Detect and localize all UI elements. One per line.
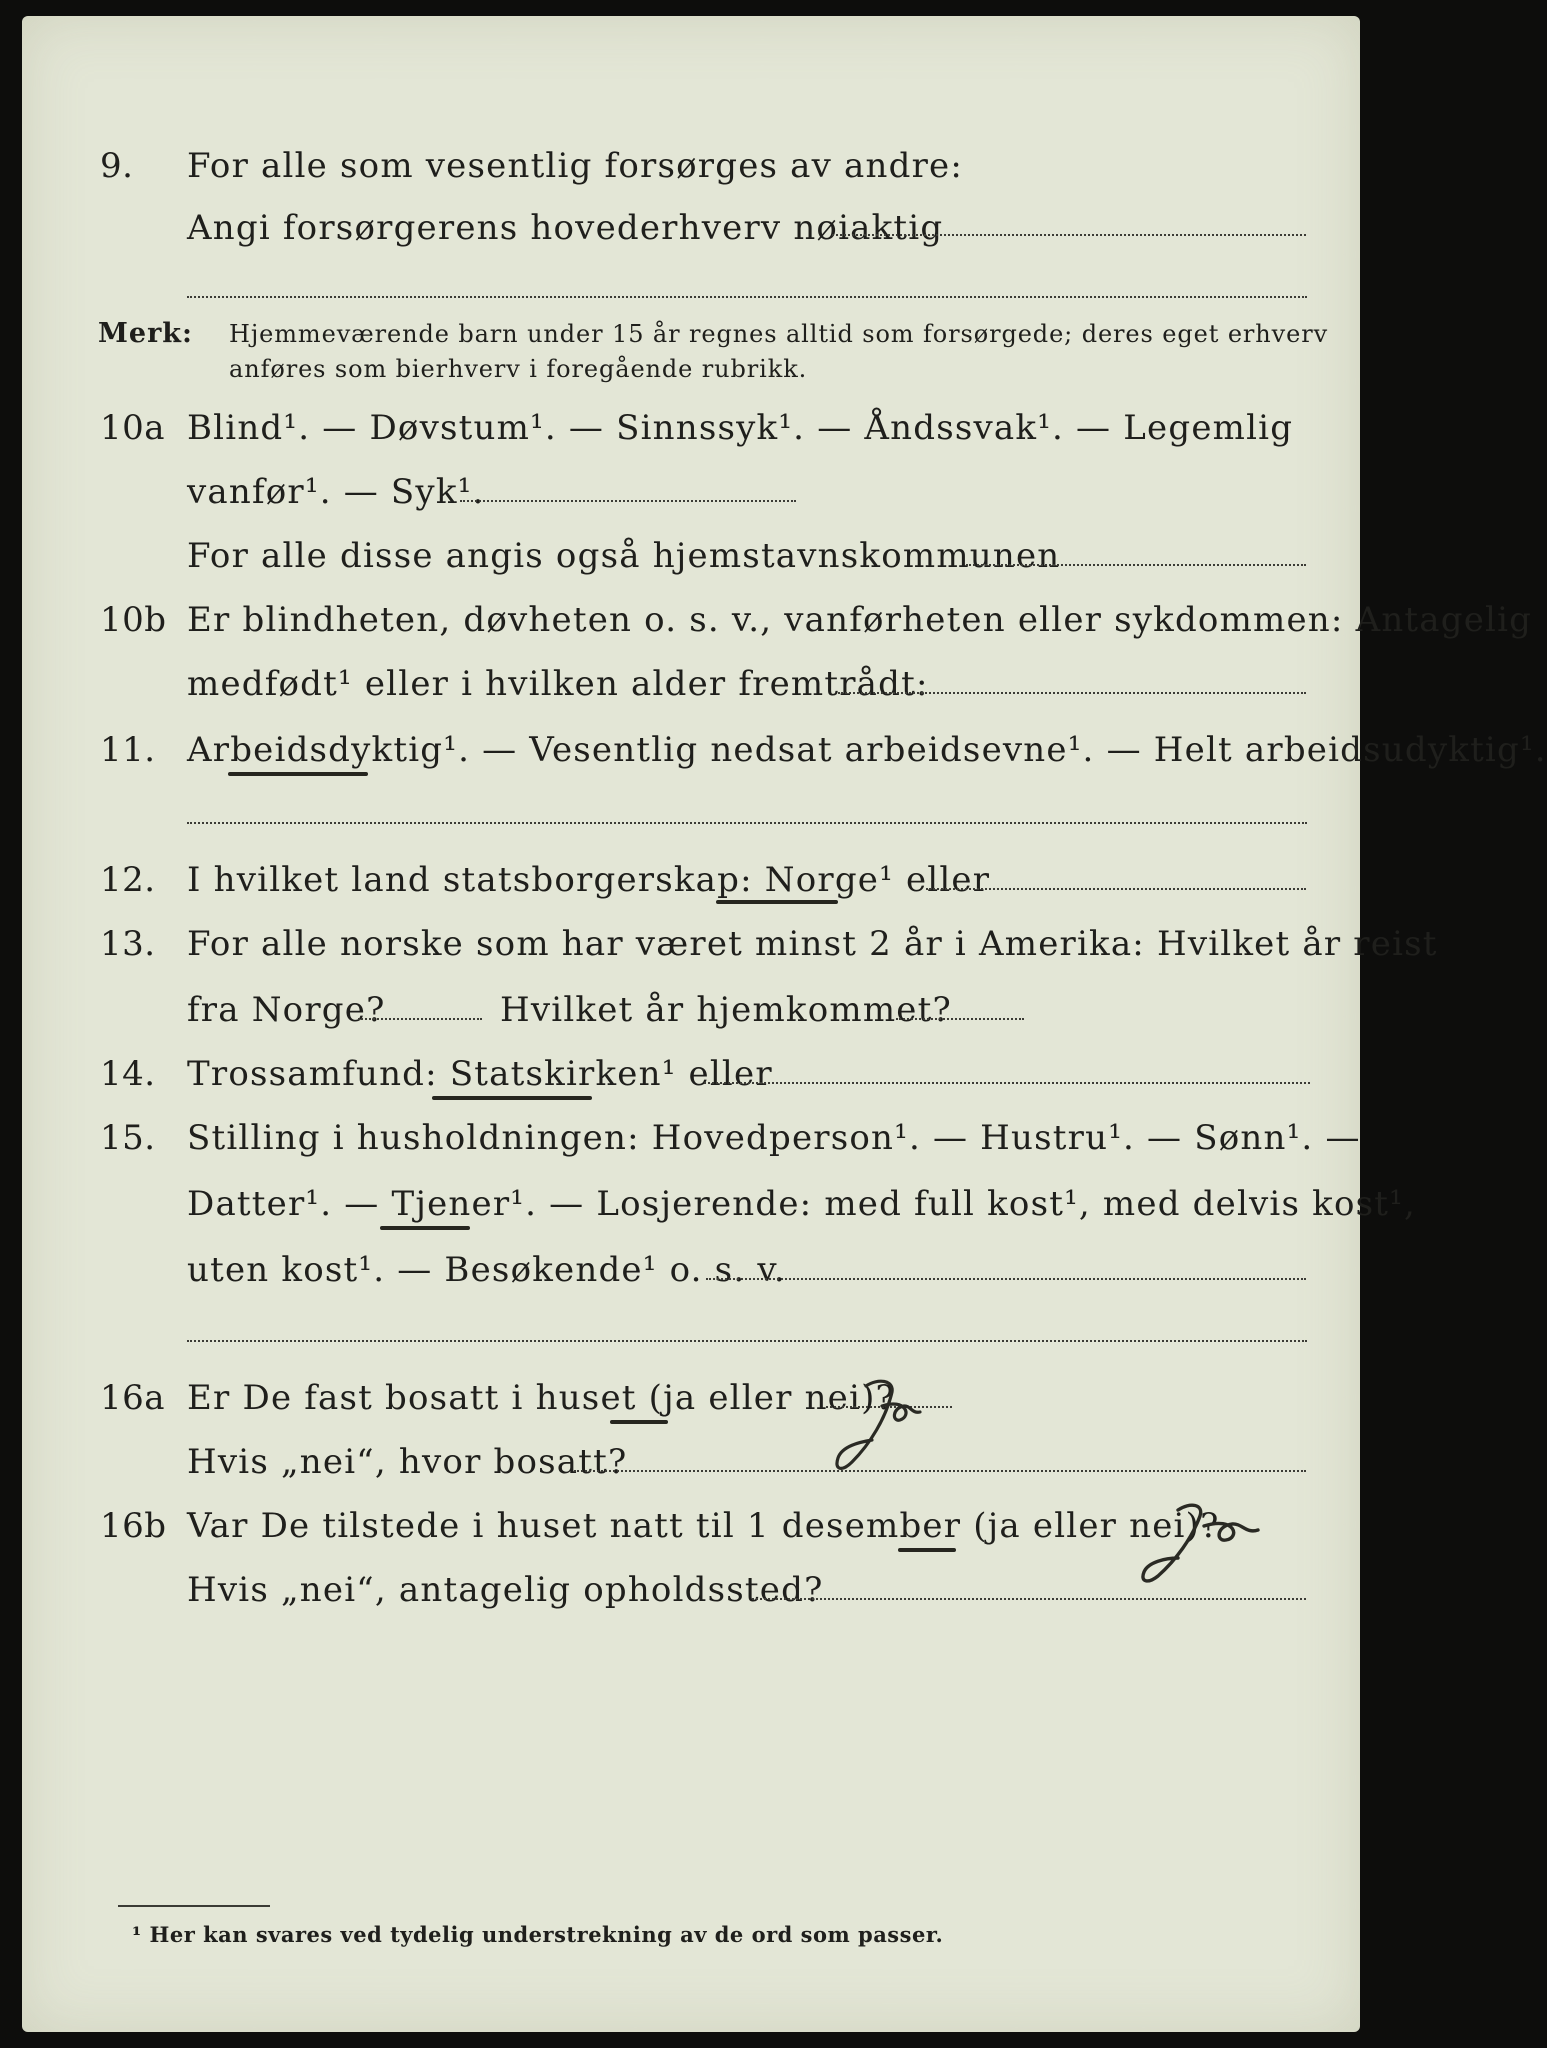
q12-underline-norge <box>716 900 838 904</box>
q16b-line1: Var De tilstede i huset natt til 1 desember (ja eller nei)? <box>187 1506 1220 1546</box>
q16a-line1: Er De fast bosatt i huset (ja eller nei)? <box>187 1378 895 1418</box>
q16b-opholdssted-line <box>752 1598 1306 1600</box>
q11-number: 11. <box>100 730 156 770</box>
q10a-number: 10a <box>100 408 166 448</box>
footnote: ¹ Her kan svares ved tydelig understrekning av de ord som passer. <box>132 1922 944 1947</box>
q16b-handwritten-answer <box>1108 1496 1288 1596</box>
q9-answer-line-2 <box>187 296 1307 298</box>
q14-line1: Trossamfund: Statskirken¹ eller <box>187 1054 773 1094</box>
q16b-number: 16b <box>100 1506 167 1546</box>
q15-line1: Stilling i husholdningen: Hovedperson¹. — Hustru¹. — Sønn¹. — <box>187 1118 1361 1158</box>
q16a-line2: Hvis „nei“, hvor bosatt? <box>187 1442 628 1482</box>
q9-number: 9. <box>100 146 134 186</box>
q15-number: 15. <box>100 1118 156 1158</box>
q10b-number: 10b <box>100 600 167 640</box>
q10b-line1: Er blindheten, døvheten o. s. v., vanførheten eller sykdommen: Antagelig <box>187 600 1533 640</box>
q12-answer-line <box>926 888 1306 890</box>
q10a-answer-line <box>460 500 796 502</box>
q12-number: 12. <box>100 860 156 900</box>
q16a-underline-ja <box>610 1420 668 1424</box>
q16a-handwritten-answer <box>820 1370 950 1480</box>
q11-underline-arbeidsdyktig <box>228 772 368 776</box>
q10b-line2: medfødt¹ eller i hvilken alder fremtrådt: <box>187 664 929 704</box>
q15-answer-line-2 <box>187 1340 1307 1342</box>
q9-line1: For alle som vesentlig forsørges av andre: <box>187 146 964 186</box>
q14-underline-statskirken <box>432 1096 592 1100</box>
merk-line1: Hjemmeværende barn under 15 år regnes alltid som forsørgede; deres eget erhverv <box>229 320 1329 348</box>
q13-reist-line <box>358 1018 482 1020</box>
q16b-underline-ja <box>898 1548 956 1552</box>
merk-line2: anføres som bierhverv i foregående rubrikk. <box>229 355 808 383</box>
q10b-answer-line <box>838 692 1306 694</box>
q15-line2: Datter¹. — Tjener¹. — Losjerende: med full kost¹, med delvis kost¹, <box>187 1184 1416 1224</box>
q11-answer-line <box>187 822 1307 824</box>
q15-line3: uten kost¹. — Besøkende¹ o. s. v. <box>187 1250 786 1290</box>
q16a-bosatt-line <box>574 1470 1306 1472</box>
q16a-number: 16a <box>100 1378 166 1418</box>
q14-number: 14. <box>100 1054 156 1094</box>
q15-answer-line <box>706 1278 1306 1280</box>
q13-hjemkommet-line <box>896 1018 1024 1020</box>
q13-line2b: Hvilket år hjemkommet? <box>500 990 952 1030</box>
q15-underline-tjener <box>380 1226 470 1230</box>
q10a-hjemstavn-line <box>966 564 1306 566</box>
q13-line1: For alle norske som har været minst 2 år i Amerika: Hvilket år reist <box>187 924 1438 964</box>
merk-label: Merk: <box>98 318 193 349</box>
q9-answer-line <box>832 234 1306 236</box>
q14-answer-line <box>704 1082 1310 1084</box>
footnote-rule <box>118 1905 270 1907</box>
q10a-line2: vanfør¹. — Syk¹. <box>187 472 485 512</box>
q16b-line2: Hvis „nei“, antagelig opholdssted? <box>187 1570 824 1610</box>
q11-line1: Arbeidsdyktig¹. — Vesentlig nedsat arbeidsevne¹. — Helt arbeidsudyktig¹. <box>187 730 1547 770</box>
q9-line2: Angi forsørgerens hovederhverv nøiaktig <box>187 208 944 248</box>
q10a-line3: For alle disse angis også hjemstavnskommunen <box>187 536 1061 576</box>
q12-line1: I hvilket land statsborgerskap: Norge¹ eller <box>187 860 991 900</box>
q13-line2a: fra Norge? <box>187 990 386 1030</box>
q13-number: 13. <box>100 924 156 964</box>
q10a-line1: Blind¹. — Døvstum¹. — Sinnssyk¹. — Åndssvak¹. — Legemlig <box>187 408 1294 448</box>
